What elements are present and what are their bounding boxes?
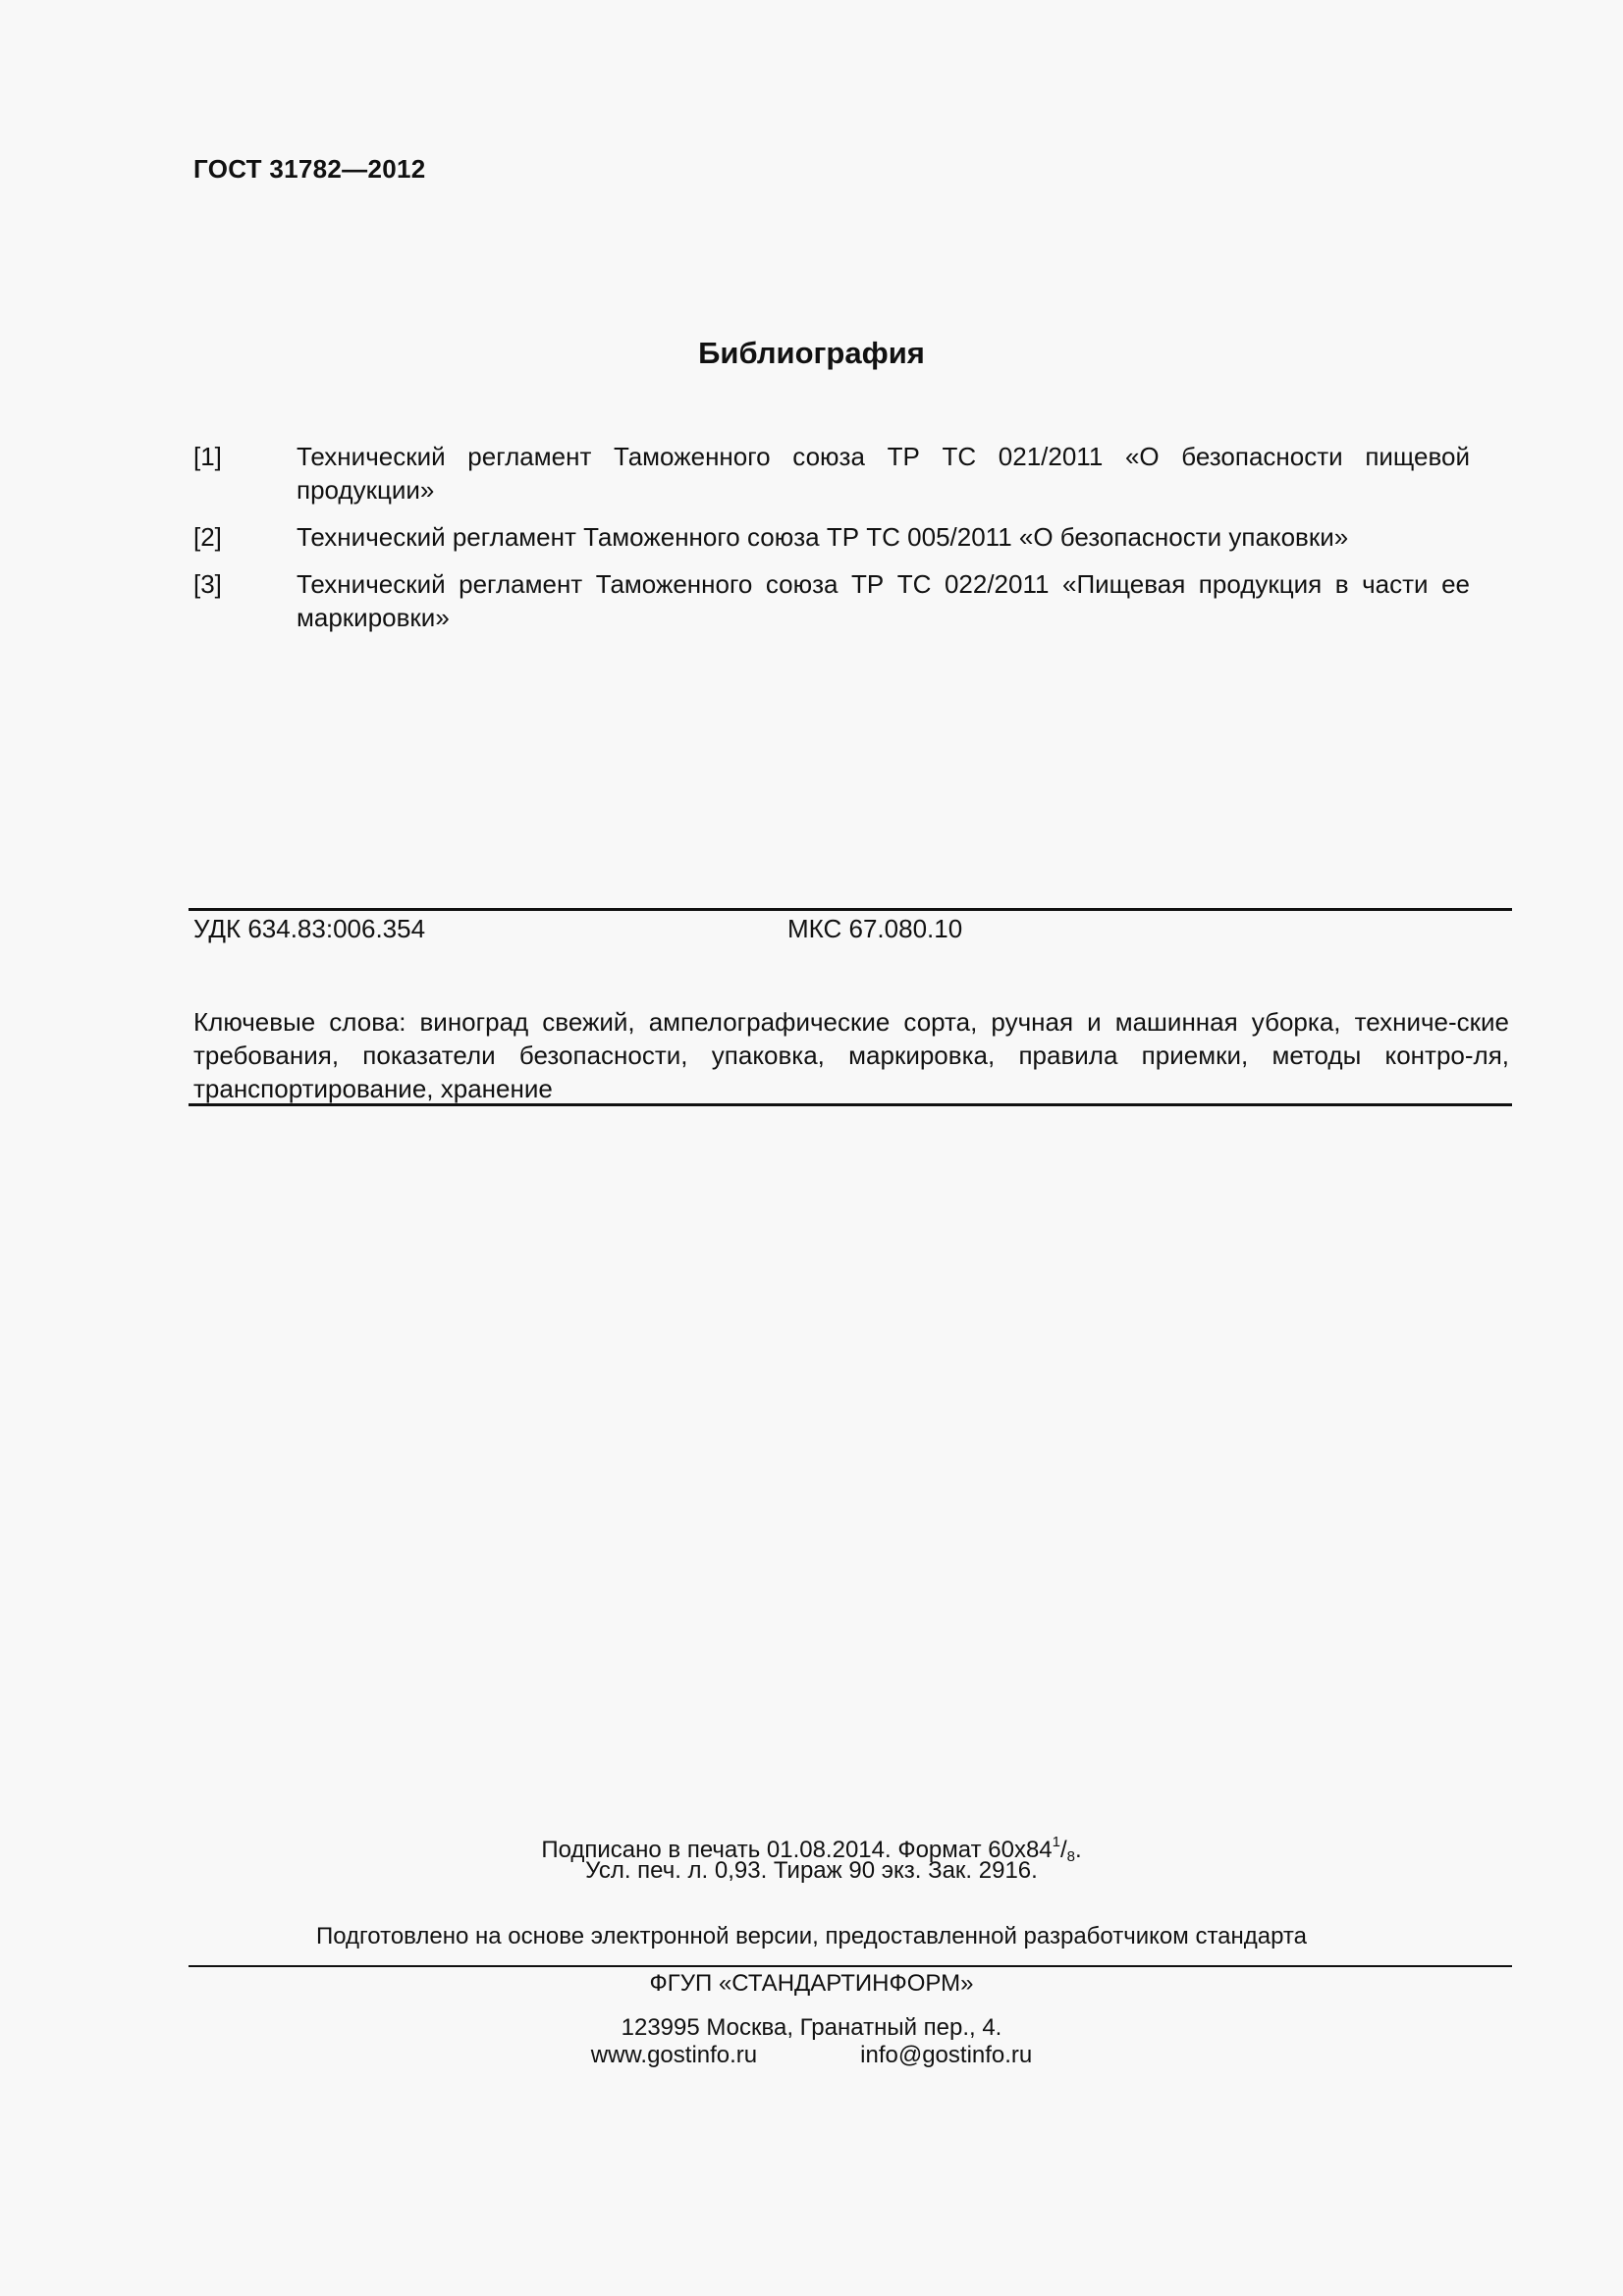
divider-imprint [189, 1965, 1512, 1967]
document-header: ГОСТ 31782—2012 [193, 154, 426, 184]
bibliography-item-text: Технический регламент Таможенного союза ТР ТС 005/2011 «О безопасности упаковки» [297, 522, 1349, 552]
bibliography-item-number: [2] [193, 522, 222, 552]
divider-keywords [189, 1103, 1512, 1106]
bibliography-list [193, 440, 1470, 634]
bibliography-item-number: [1] [193, 442, 222, 471]
bibliography-title: Библиография [698, 336, 925, 370]
bibliography-item-text: Технический регламент Таможенного союза ТР ТС 022/2011 «Пищевая продукция в части ее маркировки» [297, 569, 1470, 632]
bibliography-item [193, 440, 1470, 507]
format-slash: / [1059, 1837, 1067, 1863]
format-end: . [1075, 1837, 1082, 1863]
imprint-address: 123995 Москва, Гранатный пер., 4. [621, 2014, 1002, 2041]
bibliography-item-number: [3] [193, 569, 222, 599]
udk-code: УДК 634.83:006.354 [193, 914, 426, 943]
bibliography-item [193, 520, 1470, 554]
website-link[interactable]: www.gostinfo.ru [590, 2042, 758, 2068]
format-denominator: 8 [1066, 1848, 1075, 1865]
imprint-print-info: Усл. печ. л. 0,93. Тираж 90 экз. Зак. 2916. [585, 1857, 1038, 1884]
keywords: Ключевые слова: виноград свежий, ампелографические сорта, ручная и машинная уборка, техниче-ские требования, показатели безопасности, упаковка, маркировка, правила приемки, методы контро-ля, транспортирование, хранение [193, 1007, 1509, 1103]
mks-code: МКС 67.080.10 [787, 914, 963, 943]
imprint-prepared: Подготовлено на основе электронной версии, предоставленной разработчиком стандарта [315, 1923, 1308, 1949]
email-link[interactable]: info@gostinfo.ru [860, 2042, 1033, 2068]
imprint-publisher: ФГУП «СТАНДАРТИНФОРМ» [649, 1970, 974, 1997]
bibliography-item-text: Технический регламент Таможенного союза ТР ТС 021/2011 «О безопасности пищевой продукции» [297, 442, 1470, 505]
divider-top [189, 908, 1512, 911]
bibliography-item [193, 567, 1470, 634]
imprint-signed-text: Подписано в печать 01.08.2014. Формат 60х84 [541, 1837, 1053, 1863]
imprint-contacts [0, 2041, 1623, 2070]
format-numerator: 1 [1052, 1834, 1060, 1850]
